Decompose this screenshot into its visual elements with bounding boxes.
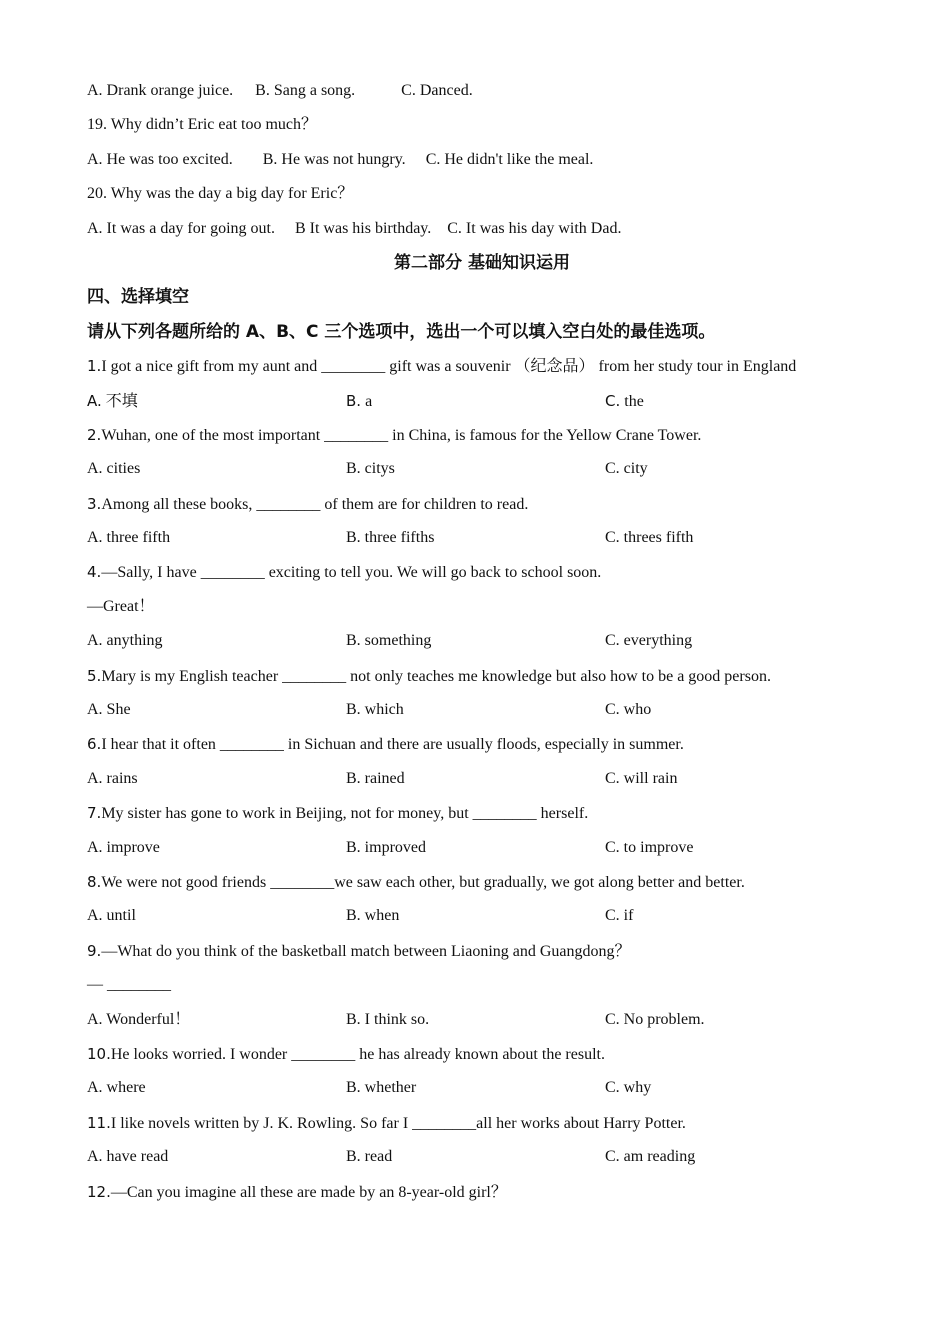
question-text: —Sally, I have ________ exciting to tell you. We will go back to school soon. xyxy=(101,564,602,582)
option-c: C. will rain xyxy=(605,769,678,787)
question-number: 9. xyxy=(87,941,102,960)
option-c: C. who xyxy=(605,701,652,719)
question-number: 2. xyxy=(87,425,102,444)
option-a: A. She xyxy=(87,701,131,719)
option-a: A. three fifth xyxy=(87,529,171,547)
option-b: B. a xyxy=(346,391,373,410)
page-content xyxy=(87,78,877,1213)
question-options xyxy=(87,1007,877,1041)
question-options xyxy=(87,525,877,559)
question-stem xyxy=(87,422,877,456)
question-number: 12. xyxy=(87,1182,111,1201)
q19-option-b: B. He was not hungry. xyxy=(262,150,406,168)
option-a: A. until xyxy=(87,907,136,925)
q20-options xyxy=(87,216,877,250)
question-number: 5. xyxy=(87,666,102,685)
question-text: I like novels written by J. K. Rowling. So far I ________all her works about Harry Potter. xyxy=(110,1114,686,1132)
question-text: We were not good friends ________we saw each other, but gradually, we got along better and better. xyxy=(101,873,745,891)
question-options xyxy=(87,388,877,422)
question-number: 3. xyxy=(87,494,102,513)
question-number: 4. xyxy=(87,563,102,582)
question-stem xyxy=(87,353,877,387)
q19-option-a: A. He was too excited. xyxy=(87,150,233,168)
question-options xyxy=(87,1075,877,1109)
option-c: C. threes fifth xyxy=(605,529,694,547)
question-text: I hear that it often ________ in Sichuan and there are usually floods, especially in summer. xyxy=(101,736,684,754)
question-options xyxy=(87,697,877,731)
q19-option-c: C. He didn't like the meal. xyxy=(425,150,594,168)
question-options xyxy=(87,766,877,800)
question-number: 11. xyxy=(87,1113,111,1132)
question-text: I got a nice gift from my aunt and ________ gift was a souvenir （纪念品） from her study tour in England xyxy=(101,358,797,376)
option-c: C. city xyxy=(605,460,648,478)
option-b: B. when xyxy=(346,907,400,925)
q18-options xyxy=(87,78,877,112)
q18-option-a: A. Drank orange juice. xyxy=(87,82,234,99)
question-reply: — ________ xyxy=(87,976,171,994)
option-a: A. 不填 xyxy=(87,391,138,410)
question-text: My sister has gone to work in Beijing, not for money, but ________ herself. xyxy=(101,805,589,823)
question-stem xyxy=(87,491,877,525)
instruction: 请从下列各题所给的 A、B、C 三个选项中，选出一个可以填入空白处的最佳选项。 xyxy=(87,321,716,342)
q18-option-c: C. Danced. xyxy=(401,82,473,99)
option-b: B. which xyxy=(346,701,404,719)
q19-options xyxy=(87,147,877,181)
question-stem xyxy=(87,1041,877,1075)
q20-option-b: B It was his birthday. xyxy=(294,219,432,237)
question-text: Mary is my English teacher ________ not only teaches me knowledge but also how to be a good person. xyxy=(101,667,771,685)
question-options xyxy=(87,1144,877,1178)
question-options xyxy=(87,903,877,937)
question-options xyxy=(87,835,877,869)
q20-option-a: A. It was a day for going out. xyxy=(87,219,275,237)
option-b: B. I think so. xyxy=(346,1010,430,1028)
question-stem xyxy=(87,663,877,697)
option-b: B. read xyxy=(346,1148,393,1166)
question-stem xyxy=(87,938,877,972)
option-b: B. whether xyxy=(346,1079,417,1097)
option-a: A. have read xyxy=(87,1148,169,1166)
option-c: C. if xyxy=(605,907,634,925)
part-title: 第二部分 基础知识运用 xyxy=(394,252,570,273)
question-number: 10. xyxy=(87,1044,111,1063)
question-stem xyxy=(87,1110,877,1144)
q18-option-b: B. Sang a song. xyxy=(255,82,356,99)
option-a: A. anything xyxy=(87,632,163,650)
question-stem xyxy=(87,559,877,593)
question-stem xyxy=(87,731,877,765)
question-text: Wuhan, one of the most important ________ in China, is famous for the Yellow Crane Tower. xyxy=(101,426,702,444)
option-a: A. cities xyxy=(87,460,141,478)
question-stem xyxy=(87,800,877,834)
option-c: C. to improve xyxy=(605,838,694,856)
question-reply: —Great！ xyxy=(87,597,155,615)
option-b: B. improved xyxy=(346,838,426,856)
q20-stem: 20. Why was the day a big day for Eric？ xyxy=(87,185,354,203)
question-text: He looks worried. I wonder ________ he has already known about the result. xyxy=(110,1045,605,1063)
option-b: B. something xyxy=(346,632,432,650)
question-options xyxy=(87,456,877,490)
option-a: A. Wonderful！ xyxy=(87,1010,191,1028)
question-text: —What do you think of the basketball match between Liaoning and Guangdong？ xyxy=(101,942,631,960)
question-text: —Can you imagine all these are made by an 8-year-old girl？ xyxy=(110,1183,507,1201)
question-number: 7. xyxy=(87,804,102,823)
question-options xyxy=(87,628,877,662)
question-number: 6. xyxy=(87,735,102,754)
option-a: A. rains xyxy=(87,769,138,787)
q20-option-c: C. It was his day with Dad. xyxy=(447,219,622,237)
option-c: C. everything xyxy=(605,632,693,650)
q19-stem: 19. Why didn’t Eric eat too much？ xyxy=(87,116,318,134)
section-heading: 四、选择填空 xyxy=(87,287,189,308)
option-b: B. three fifths xyxy=(346,529,435,547)
option-b: B. citys xyxy=(346,460,395,478)
question-number: 1. xyxy=(87,357,102,376)
option-c: C. am reading xyxy=(605,1148,696,1166)
option-a: A. where xyxy=(87,1079,146,1097)
option-b: B. rained xyxy=(346,769,405,787)
option-c: C. why xyxy=(605,1079,652,1097)
option-c: C. the xyxy=(605,391,644,410)
question-number: 8. xyxy=(87,872,102,891)
option-a: A. improve xyxy=(87,838,160,856)
question-stem xyxy=(87,869,877,903)
option-c: C. No problem. xyxy=(605,1010,705,1028)
question-text: Among all these books, ________ of them are for children to read. xyxy=(101,495,529,513)
question-stem xyxy=(87,1179,877,1213)
